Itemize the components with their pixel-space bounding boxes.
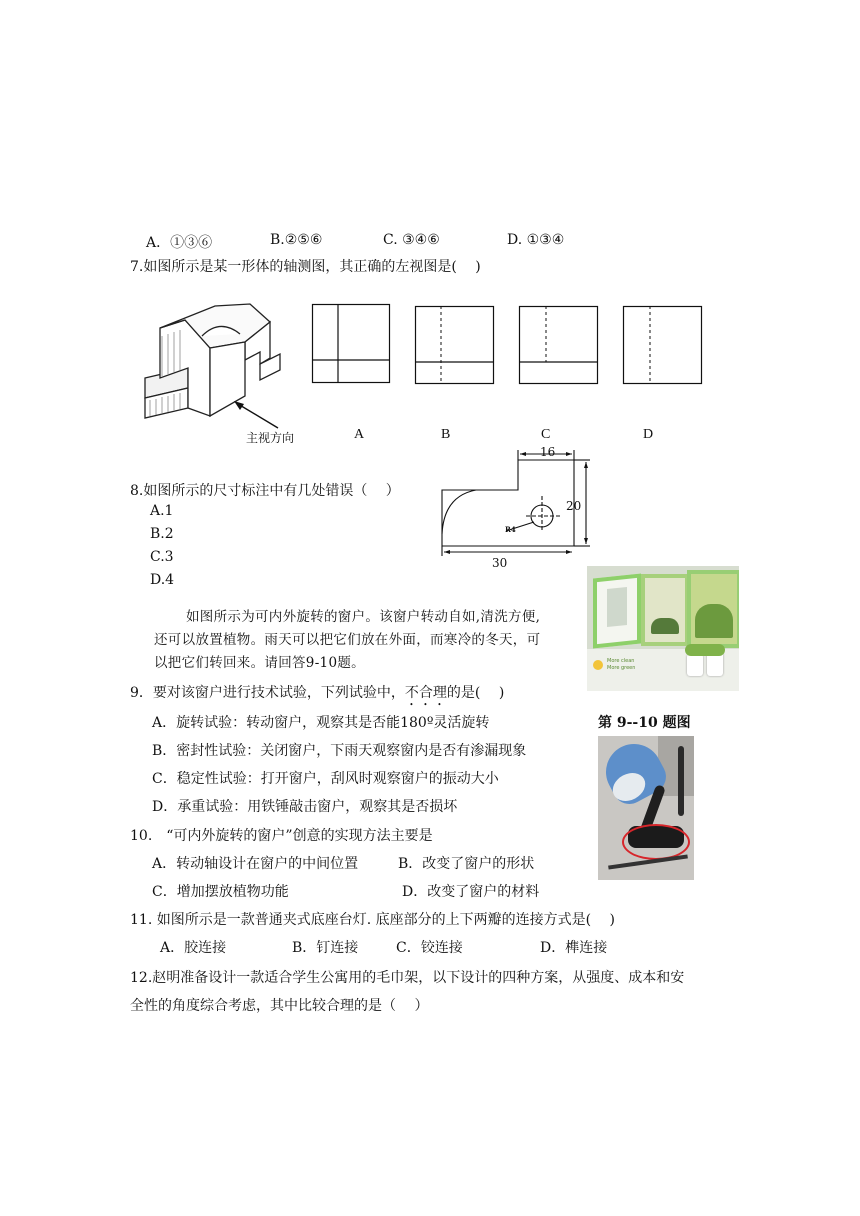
q8-option-a: A.1: [150, 503, 174, 519]
q8-option-c: C.3: [150, 549, 174, 565]
window-photo: [587, 566, 739, 691]
q11-option-c: C．铰连接: [396, 940, 463, 956]
q7-choice-a-label: A: [354, 427, 365, 442]
q7-choice-b-label: B: [441, 427, 451, 442]
q8-option-d: D.4: [150, 572, 175, 588]
q11-option-a: A．胶连接: [160, 940, 227, 956]
photo-text-2: More green: [607, 665, 636, 671]
q11-option-d: D．榫连接: [540, 940, 608, 956]
q7-choice-b-drawing: [415, 306, 495, 386]
q10-option-c: C．增加摆放植物功能: [152, 884, 289, 900]
q7-choice-c-drawing: [519, 306, 599, 386]
q7-direction-label: 主视方向: [246, 431, 295, 445]
q10-stem: 10. “可内外旋转的窗户”创意的实现方法主要是: [130, 828, 433, 844]
q11-option-b: B．钉连接: [292, 940, 359, 956]
q8-dim-top: 16: [540, 445, 556, 459]
q9-option-b: B．密封性试验：关闭窗户，下雨天观察窗内是否有渗漏现象: [152, 743, 527, 759]
passage-line-1: 如图所示为可内外旋转的窗户。该窗户转动自如,清洗方便,: [186, 609, 541, 625]
passage-line-2: 还可以放置植物。雨天可以把它们放在外面，而寒冷的冬天，可: [154, 632, 541, 648]
q6-option-c: C. ③④⑥: [383, 232, 440, 248]
q7-choice-d-label: D: [643, 427, 654, 442]
q6-option-d: D. ①③④: [507, 232, 565, 248]
q9-stem-emphasis: 不合理: [404, 685, 447, 701]
q8-stem: 8.如图所示的尺寸标注中有几处错误（ ）: [130, 483, 400, 499]
figure-caption: 第 9--10 题图: [598, 715, 691, 731]
q9-option-c: C．稳定性试验：打开窗户，刮风时观察窗户的振动大小: [152, 771, 499, 787]
q8-option-b: B.2: [150, 526, 174, 542]
q10-option-b: B．改变了窗户的形状: [398, 856, 535, 872]
q10-option-d: D．改变了窗户的材料: [402, 884, 540, 900]
q9-option-d: D．承重试验：用铁锤敲击窗户，观察其是否损坏: [152, 799, 458, 815]
q8-dim-bottom: 30: [492, 556, 508, 570]
q12-line-2: 全性的角度综合考虑，其中比较合理的是（ ）: [130, 998, 429, 1014]
q9-option-a: A．旋转试验：转动窗户，观察其是否能180º灵活旋转: [152, 715, 490, 731]
q7-choice-a-drawing: [312, 304, 392, 384]
q12-line-1: 12.赵明准备设计一款适合学生公寓用的毛巾架，以下设计的四种方案，从强度、成本和安: [130, 970, 685, 986]
lamp-photo: [598, 736, 694, 880]
q9-stem-pre: 9．要对该窗户进行技术试验，下列试验中，: [130, 685, 405, 701]
q7-isometric-figure: [140, 296, 300, 431]
q7-choice-d-drawing: [623, 306, 703, 386]
passage-line-3: 以把它们转回来。请回答9-10题。: [154, 655, 365, 671]
q8-dim-radius: R4: [505, 525, 516, 534]
q7-choice-c-label: C: [541, 427, 551, 442]
q6-option-b: B.②⑤⑥: [270, 232, 323, 248]
q10-option-a: A．转动轴设计在窗户的中间位置: [152, 856, 359, 872]
q8-dim-right: 20: [566, 499, 582, 513]
q6-option-a: A．①③⑥: [146, 235, 213, 251]
q11-stem: 11. 如图所示是一款普通夹式底座台灯. 底座部分的上下两瓣的连接方式是( ): [130, 912, 615, 928]
q7-stem: 7.如图所示是某一形体的轴测图，其正确的左视图是( ): [130, 259, 481, 275]
q9-stem: [130, 682, 504, 709]
photo-text-1: More clean: [607, 658, 635, 664]
q9-stem-post: 的是( ): [446, 685, 505, 701]
